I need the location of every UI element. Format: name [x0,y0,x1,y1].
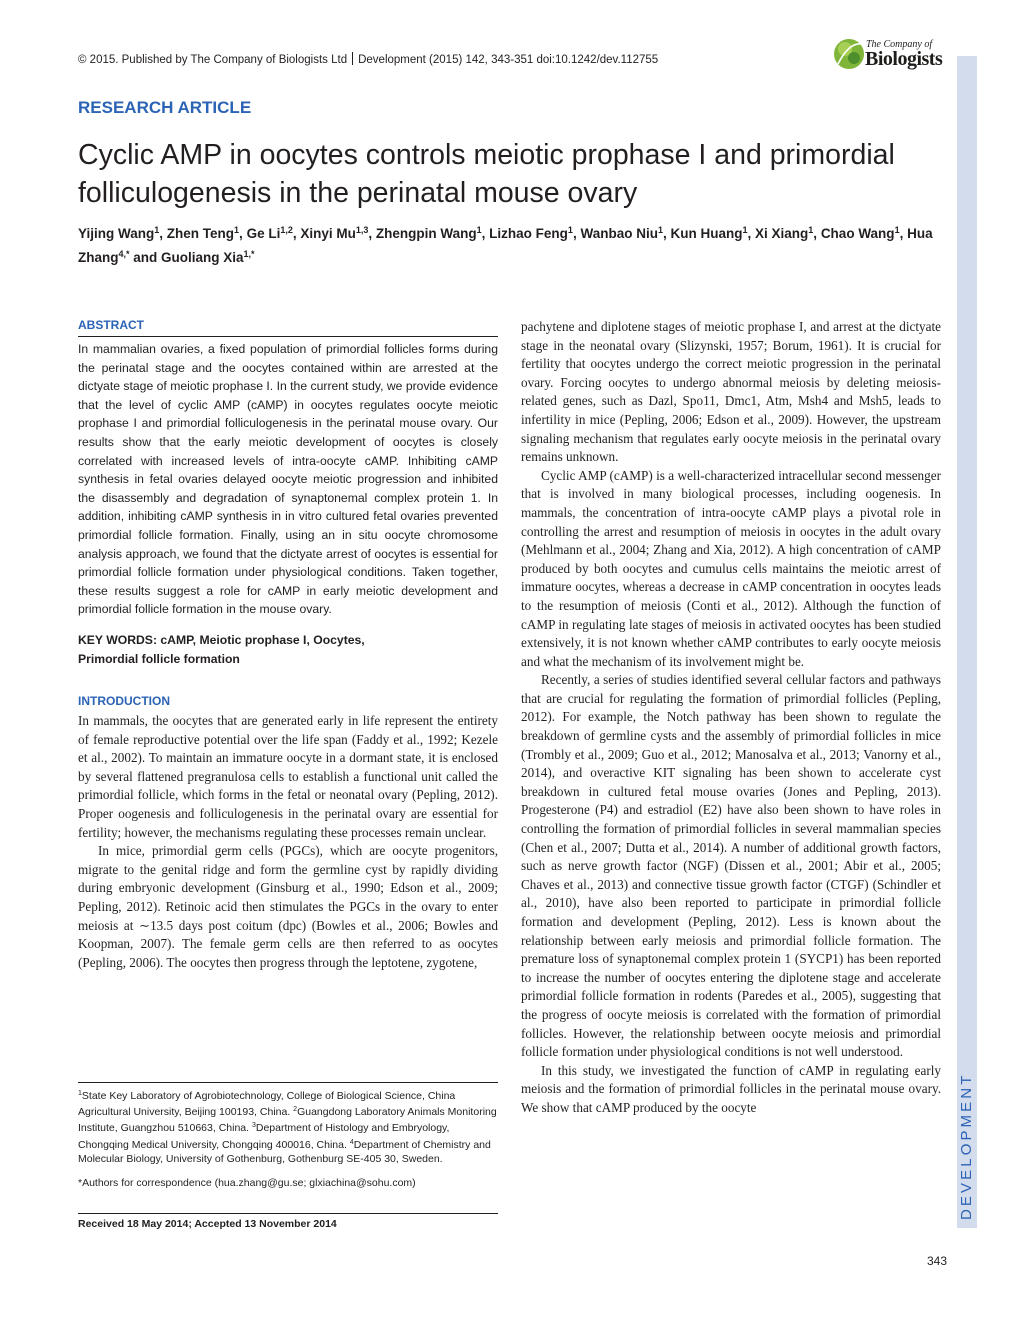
header-divider [352,52,353,65]
author-affiliation-marker: 1 [894,225,900,235]
affiliation-marker: 4 [349,1138,354,1146]
author-separator: , [662,226,671,241]
author-affiliation-marker: 1,3 [355,225,369,235]
abstract-heading: ABSTRACT [78,318,144,332]
logo-big-text: Biologists [865,48,943,70]
journal-citation-header [78,52,659,66]
author-affiliation-marker: 4,* [118,249,130,259]
author-name: Guoliang Xia [161,250,244,265]
introduction-paragraph-1: In mammals, the oocytes that are generated early in life represent the entirety of female reproductive potential over the life span (Faddy et al., 1992; Kezele et al., 2002). To maintain an immature oocyte in a dormant state, it is enclosed by several flattened pregranulosa cells to establish a functional unit called the primordial follicle, which forms in the fetal or neonatal ovary (Pepling, 2012). Proper oogenesis and folliculogenesis in the perinatal ovary are essential for fertility; however, the mechanisms regulating these processes remain unclear. [78,713,498,840]
received-dates: Received 18 May 2014; Accepted 13 November 2014 [78,1218,337,1230]
abstract-text: In mammalian ovaries, a fixed population of primordial follicles forms during the perinatal stage and the oocytes contained within are arrested at the dictyate stage of meiotic prophase I. In the current study, we provide evidence that the level of cyclic AMP (cAMP) in oocytes regulates oocyte meiotic prophase I and primordial folliculogenesis in the perinatal mouse ovary. Our results show that the early meiotic development of oocytes is closely correlated with increased levels of intra-oocyte cAMP. Inhibiting cAMP synthesis in fetal ovaries delayed oocyte meiotic progression and inhibited the disassembly and degradation of synaptonemal complex protein 1. In addition, inhibiting cAMP synthesis in in vitro cultured fetal ovaries prevented primordial follicle formation. Finally, using an in situ oocyte chromosome analysis approach, we found that the dictyate arrest of oocytes is essential for primordial follicle formation under physiological conditions. Taken together, these results suggest a role for cAMP in early meiotic development and primordial follicle formation in the mouse ovary. [78,342,498,617]
author-name: Xi Xiang [755,226,809,241]
logo-small-text: The Company of [866,39,933,50]
author-affiliation-marker: 1 [657,225,663,235]
introduction-heading: INTRODUCTION [78,694,170,709]
affiliation-marker: 3 [251,1122,256,1130]
author-name: Zhengpin Wang [375,226,477,241]
affiliation-3: Department of Histology and Embryology, Chongqing Medical University, Chongqing 400016, China. [78,1122,450,1151]
author-separator: , [572,226,581,241]
author-separator: , [368,226,376,241]
author-name: Yijing Wang [78,226,155,241]
journal-side-label: DEVELOPMENT [958,1072,975,1220]
author-name: Kun Huang [670,226,743,241]
affiliations [78,1087,498,1166]
author-name: Wanbao Niu [580,226,658,241]
author-affiliation-marker: 1 [476,225,482,235]
affiliation-1: State Key Laboratory of Agrobiotechnology, College of Biological Science, China Agricultural University, Beijing 100193, China. [78,1090,456,1119]
author-name: Ge Li [246,226,281,241]
author-separator: , [813,226,821,241]
received-rule [78,1213,498,1214]
author-name: Lizhao Feng [489,226,568,241]
leaf-logo-icon [832,36,866,72]
author-name: Zhen Teng [166,226,235,241]
author-separator: , [747,226,756,241]
author-list [78,220,958,268]
page-number: 343 [927,1254,948,1268]
author-separator: , [899,226,908,241]
copyright-text: © 2015. Published by The Company of Biologists Ltd [78,54,348,66]
author-affiliation-marker: 1 [808,225,814,235]
left-column [78,318,498,972]
body-paragraph-1: pachytene and diplotene stages of meiotic prophase I, and arrest at the dictyate stage in the neonatal ovary (Slizynski, 1957; Borum, 1961). It is crucial for fertility that oocytes undergo the correct meiotic progression in the perinatal ovary. Forcing oocytes to undergo abnormal meiosis by deleting meiosis-related genes, such as Dazl, Spo11, Dmc1, Atm, Msh4 and Msh5, leads to infertility in mice (Pepling, 2006; Edson et al., 2009). However, the upstream signaling mechanism that regulates early oocyte meiosis in the perinatal ovary remains unknown. [521,319,941,465]
author-affiliation-marker: 1,2 [280,225,293,235]
author-name: Chao Wang [820,226,895,241]
author-separator: and [129,250,162,265]
correspondence-note: *Authors for correspondence (hua.zhang@gu.se; glxiachina@sohu.com) [78,1177,416,1190]
author-name: Hua Zhang [78,226,933,265]
author-separator: , [481,226,490,241]
body-paragraph-2: Cyclic AMP (cAMP) is a well-characterized intracellular second messenger that is involved in many biological processes, including oogenesis. In mammals, the concentration of intra-oocyte cAMP plays a pivotal role in controlling the arrest and resumption of meiosis in oocytes in the adult ovary (Mehlmann et al., 2004; Zhang and Xia, 2012). A high concentration of cAMP produced by both oocytes and cumulus cells maintains the meiotic arrest of immature oocytes, whereas a decrease in cAMP concentration in oocytes leads to the resumption of meiosis (Conti et al., 2012). Although the function of cAMP in regulating late stages of meiosis in activated oocytes has been studied extensively, it is not known whether cAMP contributes to early oocyte meiosis and what the mechanism of its involvement might be. [521,467,941,669]
article-type: RESEARCH ARTICLE [78,98,252,117]
affiliation-2: Guangdong Laboratory Animals Monitoring Institute, Guangzhou 510663, China. [78,1106,497,1135]
right-column [521,318,941,1118]
author-affiliation-marker: 1 [742,225,748,235]
author-affiliation-marker: 1 [567,225,573,235]
article-title: Cyclic AMP in oocytes controls meiotic prophase I and primordial folliculogenesis in the perinatal mouse ovary [78,139,895,209]
introduction-paragraph-2: In mice, primordial germ cells (PGCs), which are oocyte progenitors, migrate to the genital ridge and form the germline cyst by rapidly dividing during embryonic development (Ginsburg et al., 1990; Edson et al., 2009; Pepling, 2012). Retinoic acid then stimulates the PGCs in the ovary to enter meiosis at ∼13.5 days post coitum (dpc) (Bowles et al., 2006; Bowles and Koopman, 2007). The female germ cells are then referred to as oocytes (Pepling, 2006). The oocytes then progress through the leptotene, zygotene, [78,843,498,970]
footnote-rule [78,1082,498,1083]
author-affiliation-marker: 1 [234,225,240,235]
footnotes [78,1082,498,1190]
keywords [78,631,498,668]
author-name: Xinyi Mu [300,226,356,241]
keywords-line-1: KEY WORDS: cAMP, Meiotic prophase I, Oocytes, [78,632,365,647]
body-paragraph-4: In this study, we investigated the function of cAMP in regulating early meiosis and the formation of primordial follicles in the perinatal mouse ovary. We show that cAMP produced by the oocyte [521,1062,941,1115]
abstract-rule [78,336,498,337]
company-of-biologists-logo [832,36,942,72]
author-separator: , [239,226,247,241]
keywords-line-2: Primordial follicle formation [78,651,240,666]
author-separator: , [292,226,301,241]
author-affiliation-marker: 1,* [243,249,255,259]
affiliation-marker: 1 [78,1090,82,1097]
affiliation-marker: 2 [293,1106,298,1114]
affiliation-4: Department of Chemistry and Molecular Biology, University of Gothenburg, Gothenburg SE-405 30, Sweden. [78,1138,491,1165]
author-separator: , [159,226,167,241]
body-paragraph-3: Recently, a series of studies identified several cellular factors and pathways that are crucial for regulating the formation of primordial follicles (Pepling, 2012). For example, the Notch pathway has been shown to regulate the breakdown of germline cysts and the assembly of primordial follicles in mice (Trombly et al., 2009; Guo et al., 2012; Manosalva et al., 2013; Vanorny et al., 2014), and overactive KIT signaling has been shown to accelerate cyst breakdown in cultured fetal mouse ovaries (Jones and Pepling, 2013). Progesterone (P4) and estradiol (E2) have also been shown to have roles in controlling the formation of primordial follicles in several mammalian species (Chen et al., 2007; Dutta et al., 2014). A number of additional growth factors, such as nerve growth factor (NGF) (Dissen et al., 2001; Abir et al., 2005; Chaves et al., 2013) and connective tissue growth factor (CTGF) (Schindler et al., 2010), have also been reported to participate in primordial follicle formation and development (Pepling, 2012). Less is known about the relationship between early meiosis and primordial follicle formation. The premature loss of synaptonemal complex protein 1 (SYCP1) has been reported to increase the number of oocytes entering the diplotene stage and accelerate primordial follicle formation in rodents (Paredes et al., 2005), suggesting that the progress of oocyte meiosis is correlated with the formation of primordial follicles. However, the relationship between oocyte meiosis and primordial follicle formation under physiological conditions is not well understood. [521,672,941,1060]
journal-reference: Development (2015) 142, 343-351 doi:10.1242/dev.112755 [358,54,659,66]
author-affiliation-marker: 1 [154,225,160,235]
